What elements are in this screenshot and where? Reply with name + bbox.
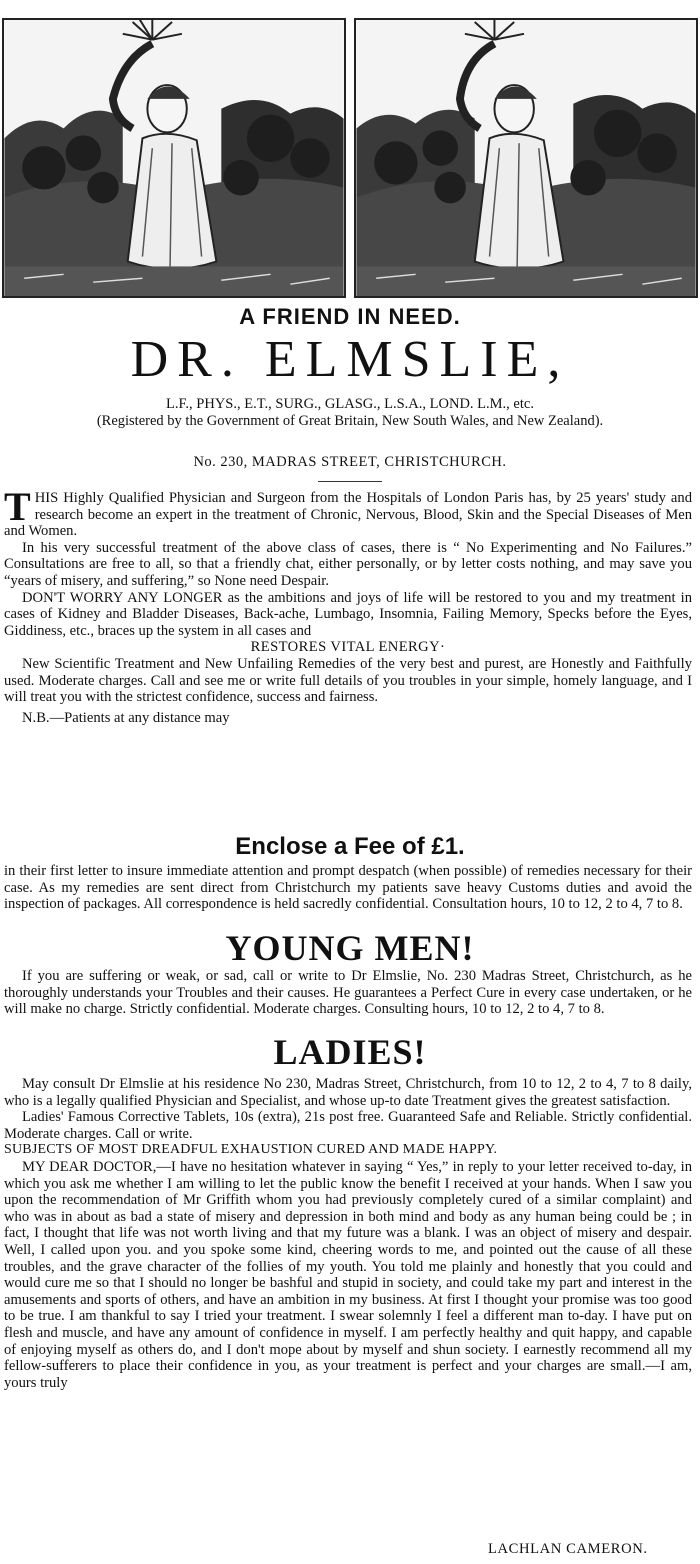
doctor-name: DR. ELMSLIE, (130, 331, 570, 388)
tablets-paragraph: Ladies' Famous Corrective Tablets, 10s (extra), 21s post free. Guaranteed Safe and Reliable. Strictly confidential. Moderate charges. Call or write. (4, 1109, 692, 1142)
divider (318, 481, 382, 482)
address: No. 230, MADRAS STREET, CHRISTCHURCH. (193, 454, 507, 470)
illustration-right (354, 18, 698, 298)
nb-line: N.B.—Patients at any distance may (22, 709, 230, 726)
restores-heading: RESTORES VITAL ENERGY· (250, 639, 446, 656)
qualifications: L.F., PHYS., E.T., SURG., GLASG., L.S.A., LOND. L.M., etc. (166, 396, 534, 412)
intro-text: HIS Highly Qualified Physician and Surgeon from the Hospitals of London Paris has, by 25 years' study and research become an expert in the treatment of Chronic, Nervous, Blood, Skin and the Special Diseases of Men and Women. (4, 490, 692, 540)
young-men-paragraph: If you are suffering or weak, or sad, call or write to Dr Elmslie, No. 230 Madras Street, Christchurch, as he thoroughly understands your Troubles and their causes. He guarantees a Perfect Cure in every case undertaken, or he will make no charge. Strictly confidential. Moderate charges. Consulting hours, 10 to 12, 2 to 4, 7 to 8. (4, 968, 692, 1018)
scientific-paragraph: New Scientific Treatment and New Unfailing Remedies of the very best and purest, are Honestly and Faithfully used. Moderate charges. Call and see me or write full details of you troubles in your simple, homely language, and I will treat you with the strictest confidence, success and fairness. (4, 655, 692, 706)
ladies-heading: LADIES! (273, 1032, 427, 1072)
intro-section (4, 484, 692, 726)
fee-heading: Enclose a Fee of £1. (235, 833, 465, 860)
signature: LACHLAN CAMERON. (488, 1541, 648, 1557)
dont-worry-paragraph: DON'T WORRY ANY LONGER as the ambitions and joys of life will be restored to you and my treatment in cases of Kidney and Bladder Diseases, Back-ache, Lumbago, Insomnia, Failing Memory, Specks before the Eyes, Giddiness, etc., braces up the system in all cases and (4, 589, 692, 639)
woman-with-torch-illustration (4, 20, 344, 296)
fee-paragraph: in their first letter to insure immediate attention and prompt despatch (when possible) of remedies necessary for their case. As my remedies are sent direct from Christchurch my patients save heavy Customs duties and avoid the inspection of packages. All correspondence is held sacredly confidential. Consultation hours, 10 to 12, 2 to 4, 7 to 8. (4, 863, 692, 913)
young-men-heading: YOUNG MEN! (225, 928, 475, 968)
illustration-left (2, 18, 346, 298)
ladies-paragraph: May consult Dr Elmslie at his residence No 230, Madras Street, Christchurch, from 10 to 12, 2 to 4, 7 to 8 daily, who is a legally qualified Physician and Specialist, and whose up-to date Treatment gives the greatest satisfaction. (4, 1076, 692, 1109)
ladies-section (4, 1076, 692, 1391)
fee-section (4, 863, 692, 913)
registration: (Registered by the Government of Great Britain, New South Wales, and New Zealand). (96, 413, 604, 429)
young-men-section (4, 968, 692, 1018)
treatment-paragraph: In his very successful treatment of the above class of cases, there is “ No Experimenting and No Failures.” Consultations are free to all, so that a friendly chat, either personally, or by letter costs nothing, and may save you “years of misery, and suffering,” so None need Despair. (4, 539, 692, 589)
woman-with-torch-illustration (356, 20, 696, 296)
qualifications-block (0, 396, 700, 430)
testimonial-paragraph: MY DEAR DOCTOR,—I have no hesitation whatever in saying “ Yes,” in reply to your letter received to-day, in which you ask me whether I am willing to let the public know the benefit I received at your hands. When I saw you upon the recommendation of Mr Griffith whom you had previously completely cured of a similar complaint) and who was in about as bad a state of misery and depression in both mind and body as any human being could be ; in fact, I thought that life was not worth living and that my future was a blank. I was an object of misery and despair. Well, I called upon you. and you spoke some kind, cheering words to me, and pointed out the cause of all these troubles, and the grave character of the follies of my youth. You told me plainly and honestly that you could and would cure me so that I should no longer be bashful and stupid in society, and could take my part and interest in the amusements and sports of others, and have an ambition in my business. At first I thought your promise was too good to be true. I am thankful to say I tried your treatment. I swear solemnly I feel a different man to-day. I have put on flesh and muscle, and have any amount of confidence in myself. I am perfectly healthy and quit happy, and capable of enjoying myself as others do, and I don't mope about by myself and shun society. I earnestly recommend all my fellow-sufferers to place their confidence in you, as your treatment is perfect and your charges are small.—I am, yours truly (4, 1158, 692, 1391)
drop-cap: T (4, 484, 31, 529)
subjects-heading: SUBJECTS OF MOST DREADFUL EXHAUSTION CURED AND MADE HAPPY. (4, 1142, 498, 1158)
intro-paragraph (4, 484, 692, 540)
headline: A FRIEND IN NEED. (239, 304, 461, 329)
